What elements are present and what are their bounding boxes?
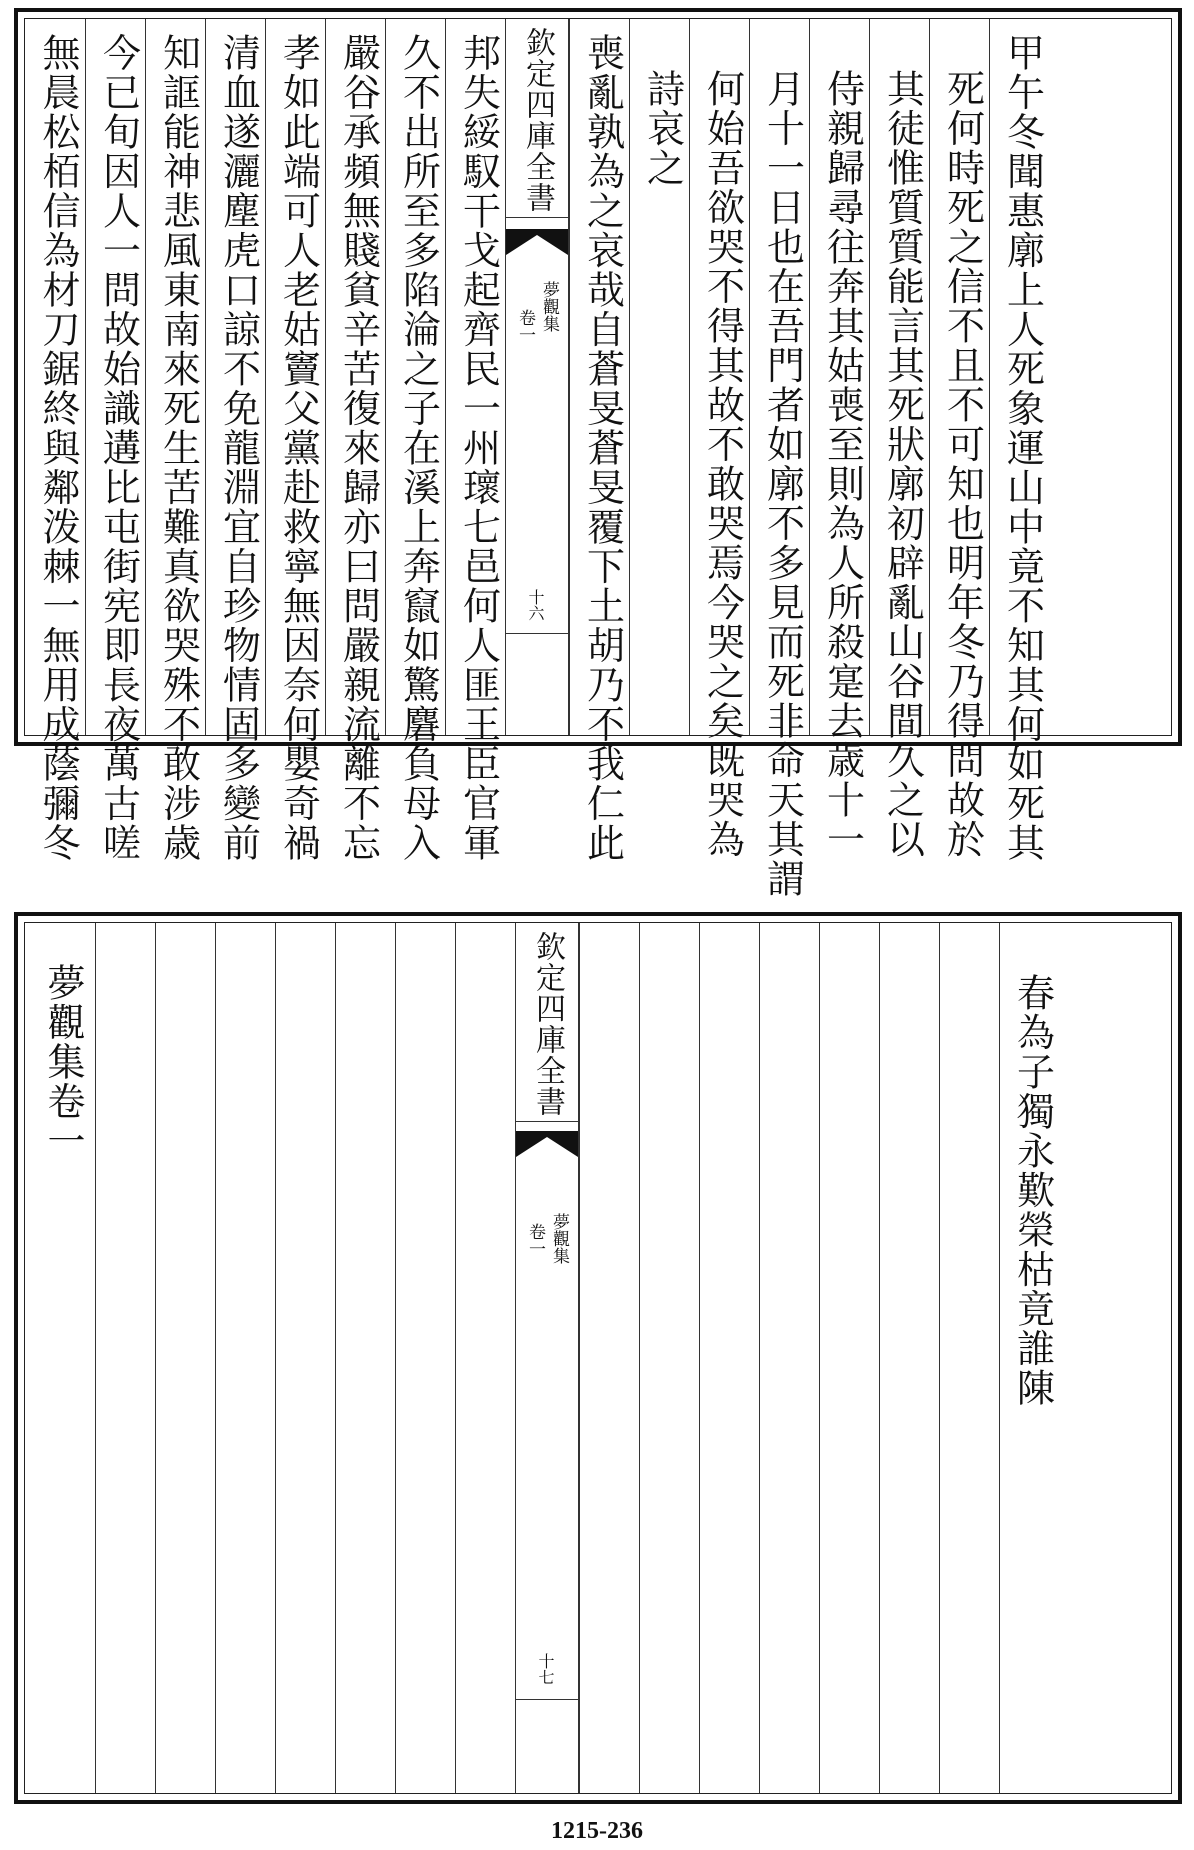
top-left-col-4 <box>205 19 265 863</box>
bottom-left-col-6 <box>335 923 395 1793</box>
text-column: 嚴谷承頻無賤貧辛苦復來歸亦曰問嚴親流離不忘 <box>336 33 381 863</box>
text-column: 無晨松栢信為材刀鋸終與鄰泼棘一無用成蔭彌冬 <box>36 33 80 863</box>
text-column: 其徒惟質質能言其死狀廓初辟亂山谷間久之以 <box>880 69 925 859</box>
top-folio <box>14 8 1182 899</box>
top-left-col-6 <box>325 19 385 863</box>
top-center-strip <box>505 19 569 735</box>
bottom-left-col-4 <box>215 923 275 1793</box>
top-left-col-5 <box>265 19 325 863</box>
bottom-right-col-4 <box>759 923 819 1793</box>
text-column: 知誆能神悲風東南來死生苦難真欲哭殊不敢涉歳 <box>156 33 201 863</box>
text-column: 久不出所至多陷淪之子在溪上奔竄如驚麏負母入 <box>396 33 441 863</box>
bottom-left-col-1 <box>25 923 95 1793</box>
bottom-right-col-2 <box>639 923 699 1793</box>
text-column: 月十一日也在吾門者如廓不多見而死非命天其謂 <box>760 69 805 899</box>
bottom-center-strip <box>515 923 579 1793</box>
bottom-left-col-8 <box>455 923 515 1793</box>
bottom-right-col-6 <box>879 923 939 1793</box>
divider <box>516 1121 578 1122</box>
bottom-right-col-8 <box>999 923 1059 1793</box>
top-right-col-4 <box>749 19 809 899</box>
fishtail-mark <box>516 1131 578 1157</box>
fishtail-mark <box>506 229 568 255</box>
text-column: 邦失綏馭干戈起齊民一州瓌七邑何人匪王臣官軍 <box>456 33 501 863</box>
top-right-col-7 <box>929 19 989 859</box>
top-right-col-8 <box>989 19 1049 863</box>
divider <box>506 217 568 218</box>
page-number: 十六 <box>526 589 545 621</box>
top-right-col-6 <box>869 19 929 859</box>
center-title <box>516 931 578 1121</box>
top-left-col-2 <box>85 19 145 863</box>
text-column: 侍親歸尋往奔其姑喪至則為人所殺寔去歳十一 <box>820 69 865 859</box>
text-column: 甲午冬聞惠廓上人死象運山中竟不知其何如死其 <box>1000 33 1045 863</box>
text-column: 孝如此端可人老姑竇父黨赴救寧無因奈何嬰奇禍 <box>276 33 321 863</box>
top-left-col-8 <box>445 19 505 863</box>
bottom-right-col-3 <box>699 923 759 1793</box>
top-left-col-1 <box>25 19 85 863</box>
top-right-col-1 <box>569 19 629 863</box>
text-column: 春為子獨永歎榮枯竟誰陳 <box>1010 973 1055 1408</box>
divider <box>506 633 568 634</box>
top-right-col-5 <box>809 19 869 859</box>
volume-number: 卷一 <box>525 1223 545 1257</box>
divider <box>516 1699 578 1700</box>
bottom-left-col-5 <box>275 923 335 1793</box>
bottom-right-col-7 <box>939 923 999 1793</box>
bottom-folio <box>14 912 1182 1804</box>
text-column: 清血遂灑塵虎口諒不免龍淵宜自珍物情固多變前 <box>216 33 261 863</box>
top-right-col-2 <box>629 19 689 735</box>
book-name: 夢觀集 <box>539 281 559 332</box>
top-right-col-3 <box>689 19 749 859</box>
center-title-text: 欽定四庫全書 <box>530 931 565 1117</box>
text-column: 詩哀之 <box>640 69 685 188</box>
bottom-right-col-1 <box>579 923 639 1793</box>
text-column: 今已旬因人一問故始識遘比屯街宪即長夜萬古嗟 <box>96 33 141 863</box>
text-column: 何始吾欲哭不得其故不敢哭焉今哭之矣既哭為 <box>700 69 745 859</box>
book-name: 夢觀集 <box>549 1213 569 1264</box>
center-title <box>506 27 568 217</box>
text-column: 喪亂孰為之哀哉自蒼旻蒼旻覆下土胡乃不我仁此 <box>580 33 625 863</box>
text-column: 夢觀集卷一 <box>41 963 85 1161</box>
page-number: 十七 <box>536 1653 555 1685</box>
top-left-col-3 <box>145 19 205 863</box>
bottom-left-col-2 <box>95 923 155 1793</box>
catalog-page-number: 1215-236 <box>551 1818 643 1844</box>
volume-number: 卷一 <box>515 309 535 343</box>
bottom-frame <box>24 922 1172 1794</box>
bottom-left-col-7 <box>395 923 455 1793</box>
top-frame <box>24 18 1172 899</box>
text-column: 死何時死之信不且不可知也明年冬乃得問故於 <box>940 69 985 859</box>
bottom-right-col-5 <box>819 923 879 1793</box>
center-title-text: 欽定四庫全書 <box>520 27 555 213</box>
bottom-left-col-3 <box>155 923 215 1793</box>
top-left-col-7 <box>385 19 445 863</box>
